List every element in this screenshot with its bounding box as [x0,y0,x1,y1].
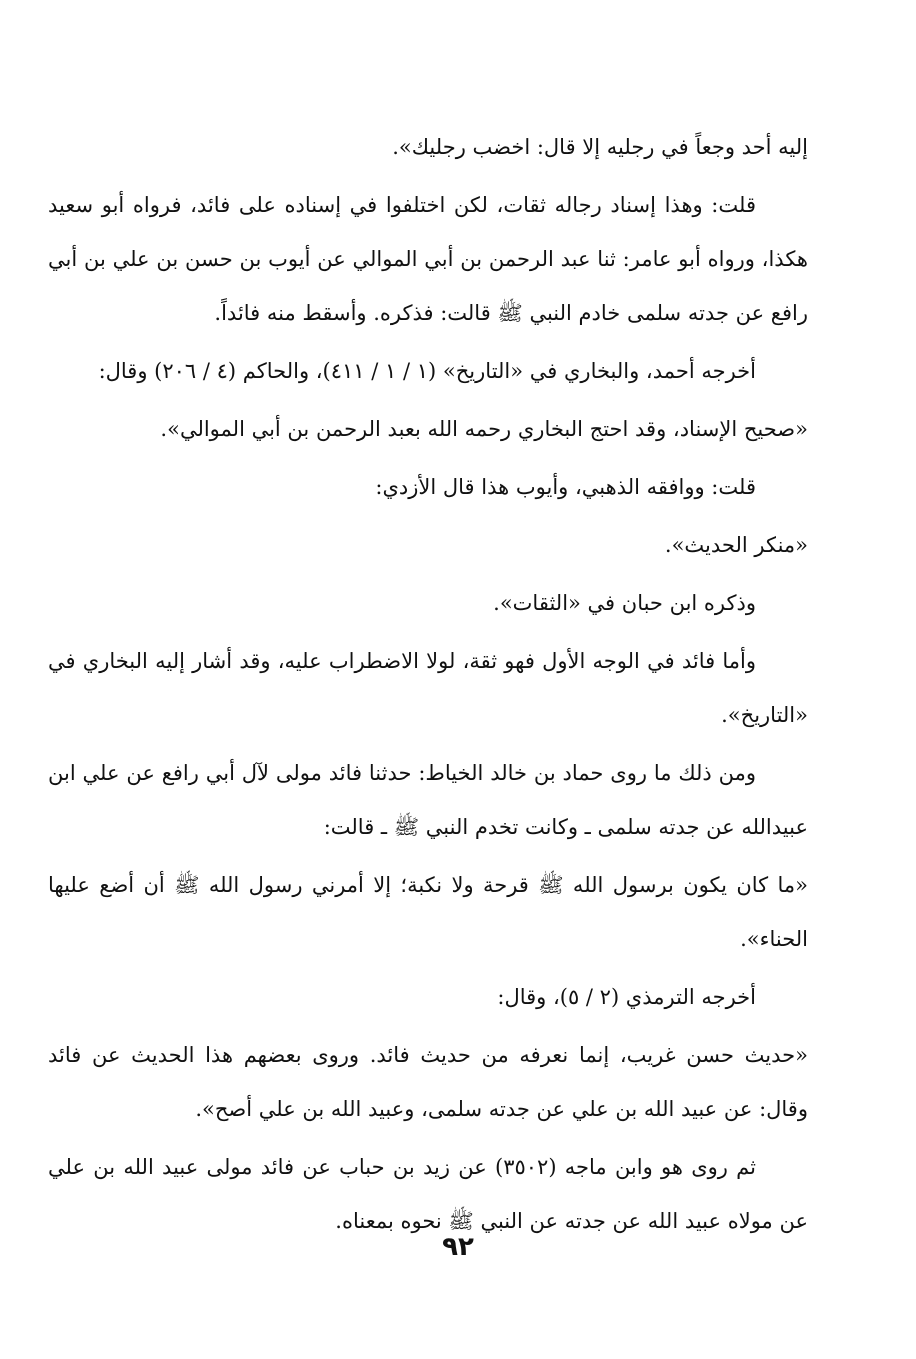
paragraph: أخرجه أحمد، والبخاري في «التاريخ» (١ / ١ / ٤١١)، والحاكم (٤ / ٢٠٦) وقال: [98,359,756,383]
paragraph: ثم روى هو وابن ماجه (٣٥٠٢) عن زيد بن حباب عن فائد مولى عبيد الله بن علي عن مولاه عبيد الله عن جدته عن النبي ﷺ نحوه بمعناه. [48,1155,808,1233]
page-number: ٩٢ [442,1232,474,1262]
quotation: «حديث حسن غريب، إنما نعرفه من حديث فائد. وروى بعضهم هذا الحديث عن فائد وقال: عن عبيد الله بن علي عن جدته سلمى، وعبيد الله بن علي أصح». [48,1043,808,1121]
paragraph: قلت: ووافقه الذهبي، وأيوب هذا قال الأزدي: [375,475,756,499]
quotation: «ما كان يكون برسول الله ﷺ قرحة ولا نكبة؛ إلا أمرني رسول الله ﷺ أن أضع عليها الحناء». [48,873,808,951]
paragraph: وأما فائد في الوجه الأول فهو ثقة، لولا الاضطراب عليه، وقد أشار إليه البخاري في «التاريخ». [48,649,808,727]
paragraph: أخرجه الترمذي (٢ / ٥)، وقال: [497,985,756,1009]
paragraph: ومن ذلك ما روى حماد بن خالد الخياط: حدثنا فائد مولى لآل أبي رافع عن علي ابن عبيدالله عن جدته سلمى ـ وكانت تخدم النبي ﷺ ـ قالت: [48,761,808,839]
paragraph: قلت: وهذا إسناد رجاله ثقات، لكن اختلفوا في إسناده على فائد، فرواه أبو سعيد هكذا، ورواه أبو عامر: ثنا عبد الرحمن بن أبي الموالي عن أيوب بن حسن بن علي بن أبي رافع عن جدته سلمى خادم النبي ﷺ قالت: فذكره. وأسقط منه فائداً. [48,193,808,325]
paragraph: وذكره ابن حبان في «الثقات». [493,591,756,615]
paragraph: إليه أحد وجعاً في رجليه إلا قال: اخضب رجليك». [392,135,808,159]
quotation: «صحيح الإسناد، وقد احتج البخاري رحمه الله بعبد الرحمن بن أبي الموالي». [160,417,808,441]
body-text [48,120,808,1252]
quotation: «منكر الحديث». [664,533,808,557]
